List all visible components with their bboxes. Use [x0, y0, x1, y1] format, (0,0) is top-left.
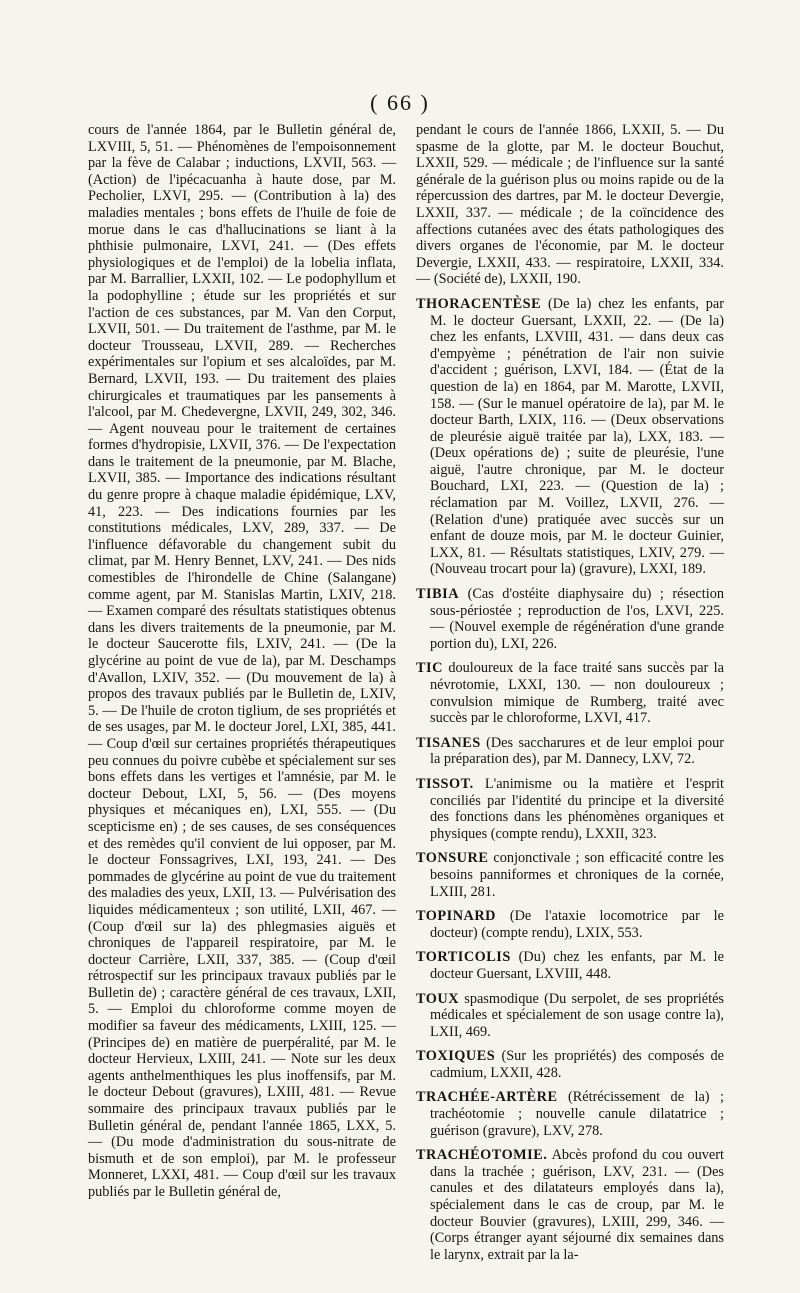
entry-text: L'animisme ou la matière et l'esprit conciliés par l'identité du principe et la diversité des fonctions dans les phénomènes organiques et physiques (compte rendu), LXXII, 323. [430, 775, 724, 842]
entry-text: (Rétrécissement de la) ; trachéotomie ; nouvelle canule dilatatrice ; guérison (gravure), LXV, 278. [430, 1089, 724, 1139]
page-number: ( 66 ) [370, 90, 430, 115]
index-entry-tic [416, 660, 724, 726]
entry-text: (De l'ataxie locomotrice par le docteur) (compte rendu), LXIX, 553. [430, 908, 724, 941]
entry-text: (Sur les propriétés) des composés de cadmium, LXXII, 428. [430, 1048, 724, 1081]
entry-text: (Du) chez les enfants, par M. le docteur Guersant, LXVIII, 448. [430, 949, 725, 982]
entry-headword: TRACHÉE-ARTÈRE [416, 1089, 558, 1106]
right-column [416, 122, 725, 1263]
index-entry-thoracentese [416, 296, 724, 578]
index-entry-tonsure [416, 850, 724, 900]
entry-text: conjonctivale ; son efficacité contre les besoins panniformes et chroniques de la cornée, LXIII, 281. [430, 850, 724, 900]
entry-text: (Des saccharures et de leur emploi pour la préparation des), par M. Dannecy, LXV, 72. [430, 734, 724, 768]
entry-headword: TOUX [416, 990, 460, 1007]
index-entry-torticolis [416, 949, 724, 982]
entry-headword: TONSURE [416, 850, 489, 867]
entry-headword: TOPINARD [416, 908, 496, 925]
entry-headword: TISANES [416, 734, 481, 751]
index-entry-tracheotomie [416, 1147, 724, 1263]
entry-headword: TIBIA [416, 586, 460, 603]
text-columns [88, 122, 725, 1263]
left-column [88, 122, 396, 1248]
entry-headword: TORTICOLIS [416, 949, 511, 966]
right-column-continuation: pendant le cours de l'année 1866, LXXII, 5. — Du spasme de la glotte, par M. le docteur Bouchut, LXXII, 529. — médicale ; de l'influence sur la santé générale de la guérison plus ou moins rapide ou de la répercussion des dartres, par M. le docteur Devergie, LXXII, 337. — médicale ; de la coïncidence des affections cutanées avec des états pathologiques des divers organes de l'économie, par M. le docteur Devergie, LXXII, 433. — respiratoire, LXXII, 334. — (Société de), LXXII, 190. [416, 122, 724, 288]
entry-text: spasmodique (Du serpolet, de ses propriétés médicales et spécialement de son usage contre la), LXII, 469. [430, 990, 724, 1040]
entry-headword: TIC [416, 660, 443, 677]
index-entry-tibia [416, 586, 724, 652]
entry-headword: TISSOT. [416, 775, 474, 792]
index-entry-tissot [416, 776, 724, 842]
index-entry-tisanes [416, 735, 724, 768]
entry-headword: TOXIQUES [416, 1048, 496, 1065]
left-column-text: cours de l'année 1864, par le Bulletin général de, LXVIII, 5, 51. — Phénomènes de l'empoisonnement par la fève de Calabar ; inductions, LXVII, 563. — (Action) de l'ipécacuanha à haute dose, par M. Pecholier, LXVI, 295. — (Contribution à la) des maladies mentales ; bons effets de l'huile de foie de morue dans le cas d'hallucinations se liant à la phthisie pulmonaire, LXVI, 241. — (Des effets physiologiques et de l'emploi) de la lobelia inflata, par M. Barrallier, LXXII, 102. — Le podophyllum et la podophylline ; étude sur les propriétés et sur l'action de ces substances, par M. Van den Corput, LXVII, 501. — Du traitement de l'asthme, par M. le docteur Trousseau, LXVII, 289. — Recherches expérimentales sur l'opium et ses alcaloïdes, par M. Bernard, LXVII, 193. — Du traitement des plaies chirurgicales et traumatiques par les pansements à l'alcool, par M. Chedevergne, LXVII, 249, 302, 346. — Agent nouveau pour le traitement de certaines formes d'hydropisie, LXVII, 376. — De l'expectation dans le traitement de la pneumonie, par M. Blache, LXVII, 385. — Importance des indications résultant du genre propre à chaque maladie épidémique, LXV, 41, 223. — Des indications fournies par les constitutions médicales, LXV, 289, 337. — De l'influence défavorable du changement subit du climat, par M. Henry Bennet, LXV, 241. — Des nids comestibles de l'hirondelle de Chine (Salangane) comme agent, par M. Stanislas Martin, LXIV, 218. — Examen comparé des résultats statistiques obtenus dans les divers traitements de la pneumonie, par M. le docteur Saucerotte fils, LXIV, 241. — (De la glycérine au point de vue de la), par M. Deschamps d'Avallon, LXIV, 352. — (Du mouvement de la) à propos des travaux publiés par le Bulletin de, LXIV, 5. — De l'huile de croton tiglium, de ses propriétés et de ses usages, par M. le docteur Jorel, LXI, 385, 441. — Coup d'œil sur certaines propriétés thérapeutiques peu connues du poivre cubèbe et spécialement sur ses bons effets dans les vertiges et l'amnésie, par M. le docteur Debout, LXI, 5, 56. — (Des moyens physiques et mécaniques en), LXI, 555. — (Du scepticisme en) ; de ses causes, de ses conséquences et des remèdes qu'il convient de lui opposer, par M. le docteur Fonssagrives, LXI, 193, 241. — Des pommades de glycérine au point de vue du traitement des maladies des yeux, LXII, 13. — Pulvérisation des liquides médicamenteux ; son utilité, LXII, 467. — (Coup d'œil sur la) des phlegmasies aiguës et chroniques de l'appareil respiratoire, par M. le docteur Carrière, LXII, 337, 385. — (Coup d'œil rétrospectif sur les principaux travaux publiés par le Bulletin de) ; caractère général de ces travaux, LXII, 5. — Emploi du chloroforme comme moyen de modifier sa faveur des médicaments, LXIII, 125. — (Principes de) en matière de puerpéralité, par M. le docteur Hervieux, LXIII, 241. — Note sur les deux agents anthelmenthiques les plus inoffensifs, par M. le docteur Debout (gravures), LXIII, 481. — Revue sommaire des principaux travaux publiés par le Bulletin général de, pendant l'année 1865, LXX, 5. — (Du mode d'administration du sous-nitrate de bismuth et de son emploi), par M. le professeur Monneret, LXXI, 481. — Coup d'œil sur les travaux publiés par le Bulletin général de, [88, 122, 396, 1200]
entry-text: (De la) chez les enfants, par M. le docteur Guersant, LXXII, 22. — (De la) chez les enfants, LXVIII, 431. — dans deux cas d'empyème ; pénétration de l'air non suivie d'accident ; guérison, LXVI, 184. — (État de la question de la) en 1864, par M. Marotte, LXVII, 158. — (Sur le manuel opératoire de la), par M. le docteur Barth, LXIX, 116. — (Deux observations de pleurésie aiguë traitée par la), LXX, 183. — (Deux opérations de) ; suite de pleurésie, l'une aiguë, l'autre chronique, par M. le docteur Bouchard, LXI, 223. — (Question de la) ; réclamation par M. Voillez, LXVII, 276. — (Relation d'une) pratiquée avec succès sur un enfant de douze mois, par M. le docteur Guinier, LXX, 81. — Résultats statistiques, LXIV, 279. — (Nouveau trocart pour la) (gravure), LXXI, 189. [430, 295, 724, 578]
index-entry-topinard [416, 908, 724, 941]
entry-headword: TRACHÉOTOMIE. [416, 1147, 548, 1164]
index-entry-trachee-artere [416, 1089, 724, 1139]
index-entry-toxiques [416, 1048, 724, 1081]
entry-headword: THORACENTÈSE [416, 295, 542, 312]
entry-text: Abcès profond du cou ouvert dans la trachée ; guérison, LXV, 231. — (Des canules et des dilatateurs employés dans la), spécialement dans le cas de croup, par M. le docteur Bouvier (gravures), LXIII, 299, 346. — (Corps étranger ayant séjourné dix semaines dans le larynx, extrait par la la- [430, 1147, 724, 1263]
entry-text: (Cas d'ostéite diaphysaire du) ; résection sous-périostée ; reproduction de l'os, LXVI, 225. — (Nouvel exemple de régénération d'une grande portion du), LXI, 226. [430, 586, 724, 652]
entry-text: douloureux de la face traité sans succès par la névrotomie, LXXI, 130. — non douloureux ; convulsion mimique de Rumberg, traité avec succès par le chloroforme, LXVI, 417. [430, 660, 724, 727]
index-entry-toux [416, 991, 724, 1041]
